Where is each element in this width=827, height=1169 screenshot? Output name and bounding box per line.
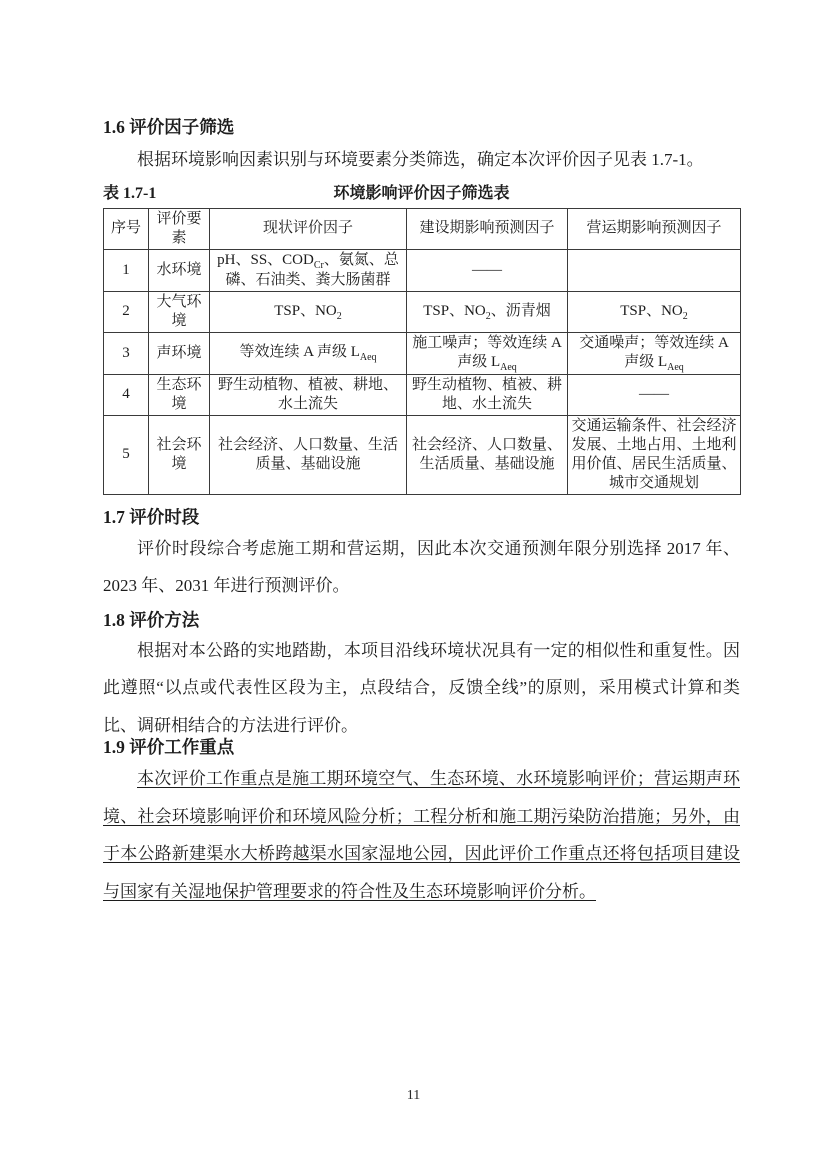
cell-construction-factors: 施工噪声；等效连续 A 声级 $L_{Aeq}$ [407, 332, 568, 374]
cell-current-factors: 野生动植物、植被、耕地、水土流失 [210, 374, 407, 415]
section-1-7-heading: 1.7 评价时段 [103, 506, 200, 527]
section-1-9-paragraph: 本次评价工作重点是施工期环境空气、生态环境、水环境影响评价；营运期声环境、社会环境影响评价和环境风险分析；工程分析和施工期污染防治措施；另外，由于本公路新建渠水大桥跨越渠水国家湿地公园，因此评价工作重点还将包括项目建设与国家有关湿地保护管理要求的符合性及生态环境影响评价分析。 [103, 769, 740, 901]
cell-current-factors: TSP、$NO_2$ [210, 291, 407, 332]
cell-eval-element: 生态环境 [149, 374, 210, 415]
cell-eval-element: 声环境 [149, 332, 210, 374]
cell-eval-element: 社会环境 [149, 415, 210, 494]
table-row-noise [104, 332, 741, 374]
section-1-6-paragraph: 根据环境影响因素识别与环境要素分类筛选，确定本次评价因子见表 1.7-1。 [137, 150, 704, 169]
table-label: 表 1.7-1 [103, 184, 157, 202]
table-row-ecology [104, 374, 741, 415]
cell-construction-factors: 野生动植物、植被、耕地、水土流失 [407, 374, 568, 415]
cell-eval-element: 水环境 [149, 249, 210, 291]
page-number: 11 [406, 1088, 421, 1103]
header-construction-factors: 建设期影响预测因子 [407, 208, 568, 249]
header-eval-element: 评价要素 [149, 208, 210, 249]
table-header-row [104, 208, 741, 249]
section-1-6-heading: 1.6 评价因子筛选 [103, 117, 235, 137]
cell-operation-factors: TSP、$NO_2$ [568, 291, 741, 332]
table-title: 环境影响评价因子筛选表 [333, 184, 510, 202]
table-row-social [104, 415, 741, 494]
cell-operation-factors: 交通运输条件、社会经济发展、土地占用、土地利用价值、居民生活质量、城市交通规划 [568, 415, 741, 494]
cell-current-factors: 社会经济、人口数量、生活质量、基础设施 [210, 415, 407, 494]
cell-seq-no: 3 [104, 332, 149, 374]
cell-construction-factors: —— [407, 249, 568, 291]
cell-operation-factors [568, 249, 741, 291]
cell-seq-no: 4 [104, 374, 149, 415]
section-1-8-heading: 1.8 评价方法 [103, 609, 200, 630]
cell-seq-no: 2 [104, 291, 149, 332]
factor-screening-table [103, 208, 741, 495]
cell-seq-no: 1 [104, 249, 149, 291]
cell-operation-factors: —— [568, 374, 741, 415]
cell-eval-element: 大气环境 [149, 291, 210, 332]
section-1-9-heading: 1.9 评价工作重点 [103, 737, 235, 757]
section-1-7-paragraph: 评价时段综合考虑施工期和营运期，因此本次交通预测年限分别选择 2017 年、2023 年、2031 年进行预测评价。 [103, 538, 740, 595]
cell-construction-factors: 社会经济、人口数量、生活质量、基础设施 [407, 415, 568, 494]
header-operation-factors: 营运期影响预测因子 [568, 208, 741, 249]
section-1-8-paragraph: 根据对本公路的实地踏勘，本项目沿线环境状况具有一定的相似性和重复性。因此遵照“以点或代表性区段为主，点段结合，反馈全线”的原则，采用模式计算和类比、调研相结合的方法进行评价。 [103, 640, 740, 735]
cell-current-factors: pH、SS、$COD_{Cr}$、氨氮、总磷、石油类、粪大肠菌群 [210, 249, 407, 291]
header-seq-no: 序号 [104, 208, 149, 249]
table-row-water [104, 249, 741, 291]
cell-current-factors: 等效连续 A 声级 $L_{Aeq}$ [210, 332, 407, 374]
cell-seq-no: 5 [104, 415, 149, 494]
table-row-air [104, 291, 741, 332]
cell-construction-factors: TSP、$NO_2$、沥青烟 [407, 291, 568, 332]
cell-operation-factors: 交通噪声；等效连续 A 声级 $L_{Aeq}$ [568, 332, 741, 374]
table-caption [103, 183, 740, 205]
page-content [103, 116, 740, 910]
header-current-factors: 现状评价因子 [210, 208, 407, 249]
